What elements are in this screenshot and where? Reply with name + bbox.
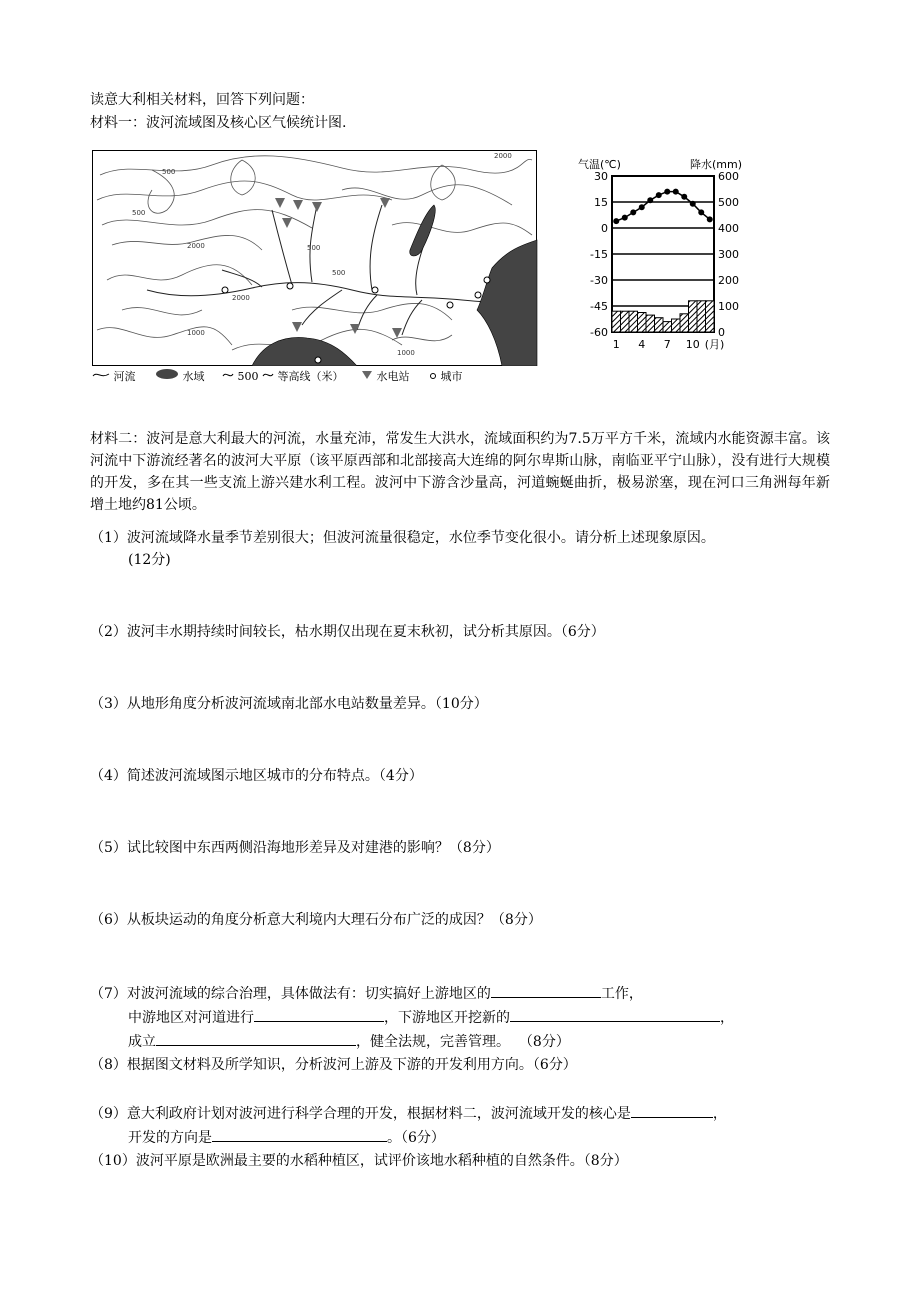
precip-bar — [655, 318, 664, 332]
question-8: （8）根据图文材料及所学知识，分析波河上游及下游的开发利用方向。（6分） — [90, 1057, 577, 1073]
legend-contour-value: 500 — [237, 370, 259, 383]
legend-river: 河流 — [113, 370, 136, 383]
contour-label: 500 — [132, 209, 146, 217]
question-7-line-1 — [90, 983, 643, 1004]
question-1: （1）波河流域降水量季节差别很大；但波河流量很稳定，水位季节变化很小。请分析上述现象原因。 — [90, 530, 715, 546]
contour-icon — [222, 368, 234, 386]
precip-tick-label: 500 — [718, 196, 739, 209]
question-6: （6）从板块运动的角度分析意大利境内大理石分布广泛的成因？（8分） — [90, 912, 542, 928]
temp-point — [639, 204, 645, 210]
temp-point — [622, 215, 628, 221]
precip-bar — [689, 301, 698, 332]
material1-title: 材料一：波河流域图及核心区气候统计图. — [90, 115, 347, 131]
po-basin-map — [92, 150, 538, 366]
climate-chart — [578, 152, 758, 358]
contour-icon-2 — [262, 368, 274, 386]
material2-text: 材料二：波河是意大利最大的河流，水量充沛，常发生大洪水，流域面积约为7.5万平方千米，流域内水能资源丰富。该河流中下游流经著名的波河大平原（该平原西部和北部接高大连绵的阿尔卑斯山脉，南临亚平宁山脉），没有进行大规模的开发，多在其一些支流上游兴建水利工程。波河中下游含沙量高，河道蜿蜒曲折，极易淤塞，现在河口三角洲每年新增土地约81公顷。 — [90, 431, 830, 513]
q7-score: （8分） — [518, 1034, 570, 1050]
temp-tick-label: 30 — [594, 170, 608, 183]
q7-blank-3[interactable] — [510, 1007, 720, 1022]
q9-text-d: 。（6分） — [387, 1130, 445, 1146]
month-unit-label: (月) — [704, 338, 725, 351]
precip-bar — [612, 311, 621, 332]
precip-bar — [706, 301, 715, 332]
temp-point — [698, 209, 704, 215]
river-icon — [92, 368, 110, 386]
contour-label: 2000 — [494, 152, 512, 160]
q7-text-b: 工作， — [600, 986, 643, 1002]
legend-hydro: 水电站 — [376, 370, 410, 383]
precip-bar — [621, 311, 630, 332]
temp-point — [656, 192, 662, 198]
temp-point — [673, 189, 679, 195]
temp-point — [630, 209, 636, 215]
month-tick-label: 10 — [685, 338, 700, 351]
precip-bar — [663, 322, 672, 332]
question-1-score: (12分) — [128, 552, 171, 568]
precip-axis-label: 降水(mm) — [690, 158, 743, 171]
contour-label: 1000 — [187, 329, 205, 337]
q9-blank-2[interactable] — [212, 1127, 387, 1142]
legend-city: 城市 — [440, 370, 463, 383]
question-3: （3）从地形角度分析波河流域南北部水电站数量差异。（10分） — [90, 696, 488, 712]
temp-point — [613, 218, 619, 224]
precip-bar — [672, 319, 681, 332]
q7-blank-2[interactable] — [254, 1007, 384, 1022]
water-icon — [155, 368, 179, 386]
precip-bar — [638, 313, 647, 333]
q7-text-a: （7）对波河流域的综合治理，具体做法有：切实搞好上游地区的 — [90, 986, 491, 1002]
precip-tick-label: 0 — [718, 326, 725, 339]
question-2: （2）波河丰水期持续时间较长，枯水期仅出现在夏末秋初，试分析其原因。（6分） — [90, 624, 605, 640]
temp-tick-label: 15 — [594, 196, 608, 209]
temp-tick-label: -60 — [590, 326, 608, 339]
q7-blank-4[interactable] — [156, 1031, 356, 1046]
question-7-line-3 — [128, 1031, 570, 1052]
contour-label: 500 — [332, 269, 346, 277]
precip-tick-label: 200 — [718, 274, 739, 287]
q7-blank-1[interactable] — [491, 983, 601, 998]
q9-text-c: 开发的方向是 — [128, 1130, 212, 1146]
temp-point — [681, 194, 687, 200]
hydro-station-icon — [361, 368, 373, 386]
question-9-line-2 — [128, 1127, 445, 1148]
q7-text-c: 中游地区对河道进行 — [128, 1010, 254, 1026]
contour-label: 500 — [162, 168, 176, 176]
month-tick-label: 7 — [663, 338, 671, 351]
temp-point — [664, 189, 670, 195]
map-legend — [92, 368, 463, 386]
temp-point — [690, 201, 696, 207]
intro-text: 读意大利相关材料，回答下列问题： — [90, 92, 314, 108]
temp-line — [616, 192, 710, 221]
q7-text-g: ，健全法规，完善管理。 — [356, 1034, 510, 1050]
precip-bar — [629, 311, 638, 332]
q9-blank-1[interactable] — [631, 1103, 713, 1118]
precip-bar — [697, 301, 706, 332]
temp-tick-label: 0 — [601, 222, 608, 235]
temp-point — [707, 216, 713, 222]
question-5: （5）试比较图中东西两侧沿海地形差异及对建港的影响？（8分） — [90, 840, 500, 856]
legend-contour: 等高线（米） — [277, 370, 344, 383]
precip-bar — [680, 314, 689, 332]
q7-text-f: 成立 — [128, 1034, 156, 1050]
q7-text-e: ， — [720, 1010, 734, 1026]
temp-point — [647, 197, 653, 203]
month-tick-label: 4 — [638, 338, 646, 351]
q7-text-d: ，下游地区开挖新的 — [384, 1010, 510, 1026]
contour-label: 500 — [307, 244, 321, 252]
precip-bar — [646, 315, 655, 332]
precip-tick-label: 300 — [718, 248, 739, 261]
question-7-line-2 — [128, 1007, 734, 1028]
question-10: （10）波河平原是欧洲最主要的水稻种植区，试评价该地水稻种植的自然条件。（8分） — [90, 1153, 628, 1169]
precip-tick-label: 100 — [718, 300, 739, 313]
temp-tick-label: -15 — [590, 248, 608, 261]
contour-label: 2000 — [187, 242, 205, 250]
q9-text-b: ， — [712, 1106, 727, 1122]
temp-axis-label: 气温(℃) — [578, 158, 621, 171]
contour-label: 1000 — [397, 349, 415, 357]
precip-tick-label: 600 — [718, 170, 739, 183]
q9-text-a: （9）意大利政府计划对波河进行科学合理的开发，根据材料二，波河流域开发的核心是 — [90, 1106, 631, 1122]
city-icon — [429, 368, 437, 386]
question-9-line-1 — [90, 1103, 727, 1124]
precip-tick-label: 400 — [718, 222, 739, 235]
contour-label: 2000 — [232, 294, 250, 302]
month-tick-label: 1 — [612, 338, 620, 351]
temp-tick-label: -30 — [590, 274, 608, 287]
temp-tick-label: -45 — [590, 300, 608, 313]
legend-water: 水域 — [182, 370, 205, 383]
question-4: （4）简述波河流域图示地区城市的分布特点。（4分） — [90, 768, 423, 784]
